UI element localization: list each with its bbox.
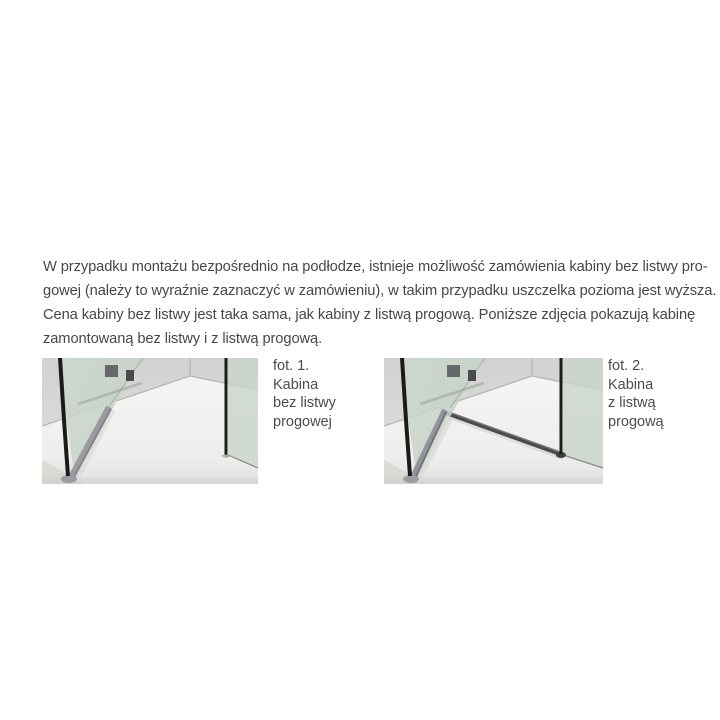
right-glass-panel: [228, 358, 258, 468]
paragraph-line-3: Cena kabiny bez listwy jest taka sama, jak kabiny z listwą progową. Poniższe zdjęcia pokazują kabinę: [43, 307, 696, 323]
paragraph-line-4: zamontowaną bez listwy i z listwą progową.: [43, 331, 323, 347]
glass-clamp: [468, 370, 476, 381]
caption-line: Kabina: [273, 376, 319, 393]
caption-fot-1: [273, 357, 373, 431]
caption-line: Kabina: [608, 376, 654, 393]
right-glass-foot-shadow: [222, 454, 230, 457]
caption-fot-2: [608, 357, 708, 431]
caption-line: z listwą: [608, 395, 656, 411]
photo-cabin-with-threshold-strip: [384, 358, 603, 484]
paragraph-line-2: gowej (należy to wyraźnie zaznaczyć w zamówieniu), w takim przypadku uszczelka pozioma jest wyższa.: [43, 283, 717, 299]
seal-end-shoe: [61, 475, 77, 483]
glass-clamp: [126, 370, 134, 381]
caption-line: fot. 1.: [273, 358, 310, 374]
caption-line: bez listwy: [273, 395, 336, 411]
wall-bracket: [105, 365, 118, 377]
intro-paragraph: [43, 255, 717, 351]
wall-bracket: [447, 365, 460, 377]
right-glass-panel: [563, 358, 603, 468]
caption-line: fot. 2.: [608, 358, 645, 374]
seal-end-shoe: [403, 475, 419, 483]
paragraph-line-1: W przypadku montażu bezpośrednio na podłodze, istnieje możliwość zamówienia kabiny bez listwy pro-: [43, 259, 708, 275]
caption-line: progową: [608, 413, 664, 430]
photo-cabin-without-threshold-strip: [42, 358, 258, 484]
caption-line: progowej: [273, 413, 332, 430]
